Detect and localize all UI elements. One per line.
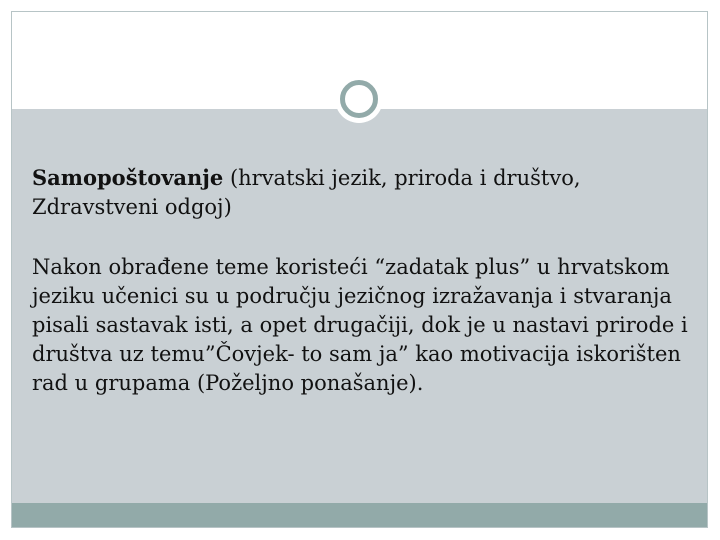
paragraph-description: Nakon obrađene teme koristeći “zadatak plus” u hrvatskom jeziku učenici su u području jezičnog izražavanja i stvaranja pisali sastavak isti, a opet drugačiji, dok je u nastavi prirode i društva uz temu”Čovjek- to sam ja” kao motivacija iskorišten rad u grupama (Poželjno ponašanje).: [32, 255, 688, 395]
paragraph-topic: [32, 163, 692, 222]
topic-title: Samopoštovanje: [32, 165, 224, 190]
circle-ornament: [340, 80, 378, 118]
body-text: [32, 163, 692, 398]
footer-band: [12, 503, 707, 527]
topic-subjects: (hrvatski jezik, priroda i društvo, Zdravstveni odgoj): [32, 166, 581, 219]
